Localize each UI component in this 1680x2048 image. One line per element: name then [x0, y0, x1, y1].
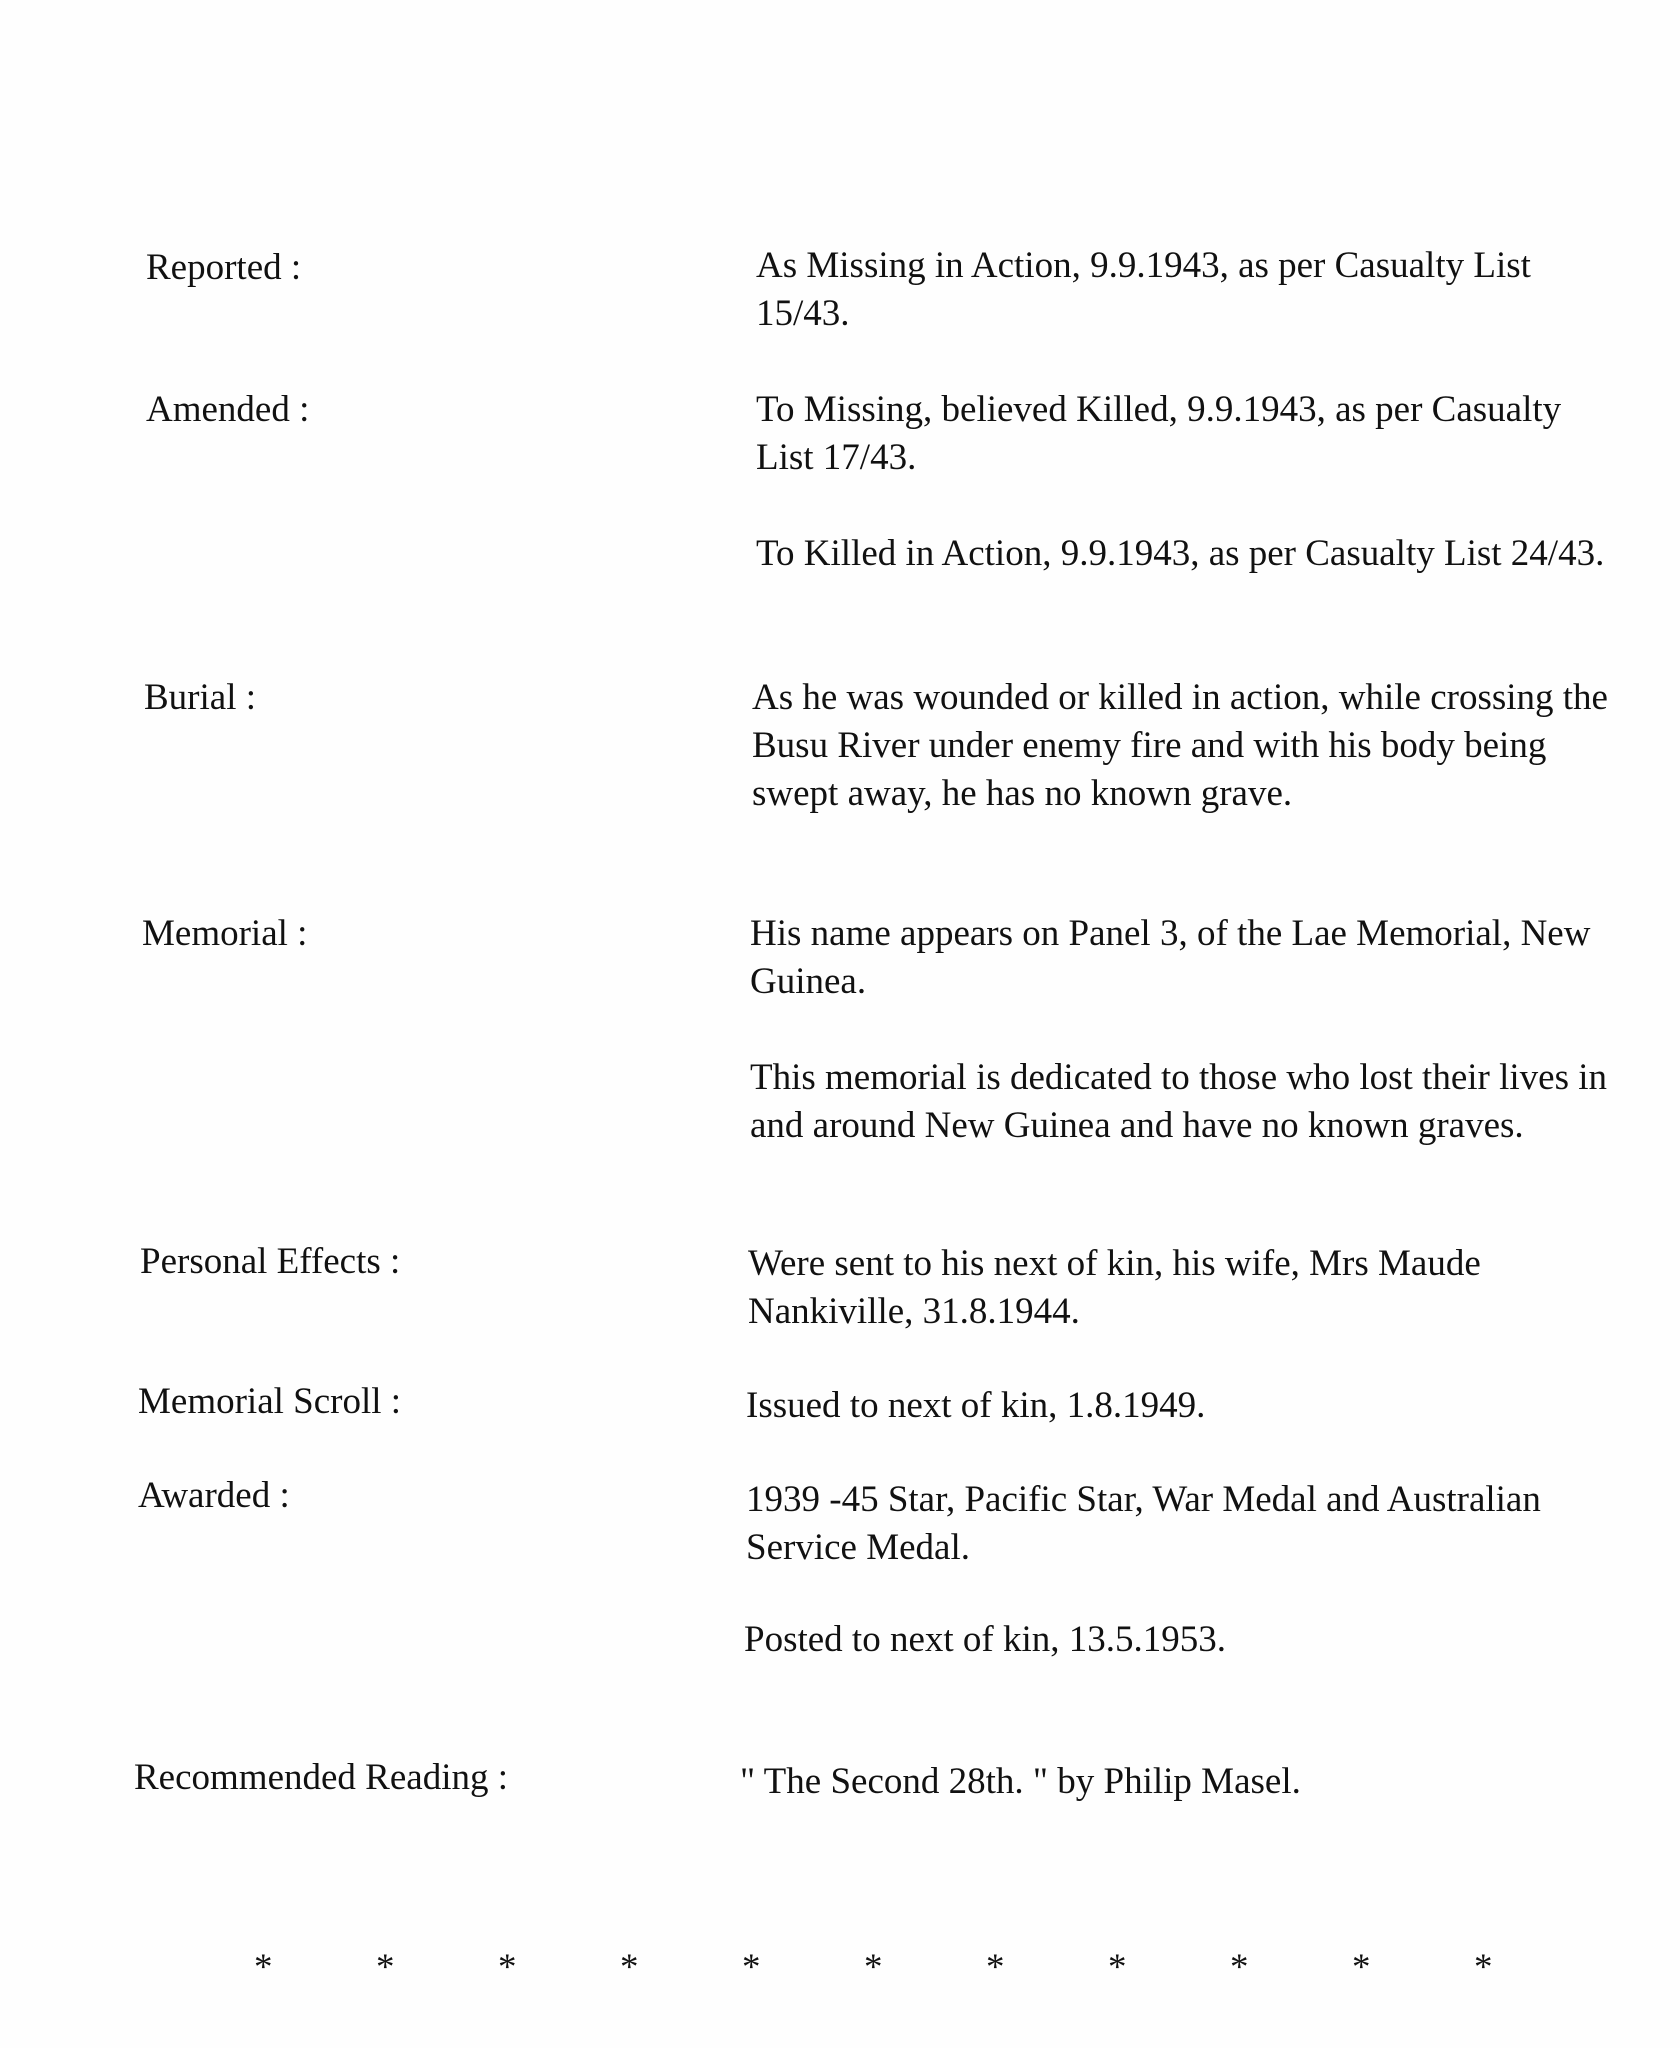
- separator-star: *: [1108, 1947, 1127, 1988]
- separator-star: *: [254, 1947, 273, 1988]
- separator-stars: [0, 1944, 1680, 1992]
- entry-text-awarded-1: 1939 -45 Star, Pacific Star, War Medal and Australian Service Medal.: [746, 1479, 1541, 1568]
- separator-star: *: [742, 1947, 761, 1988]
- entry-text-burial: As he was wounded or killed in action, while crossing the Busu River under enemy fire and with his body being swept away, he has no known grave.: [752, 677, 1608, 814]
- entry-text-memorial-1: His name appears on Panel 3, of the Lae Memorial, New Guinea.: [750, 913, 1591, 1002]
- entry-text-personal-effects: Were sent to his next of kin, his wife, Mrs Maude Nankiville, 31.8.1944.: [748, 1243, 1481, 1332]
- separator-star: *: [1230, 1947, 1249, 1988]
- separator-star: *: [986, 1947, 1005, 1988]
- separator-star: *: [376, 1947, 395, 1988]
- entry-label-recommended-reading: Recommended Reading :: [134, 1757, 509, 1798]
- entry-text-memorial-2: This memorial is dedicated to those who lost their lives in and around New Guinea and have no known graves.: [750, 1057, 1608, 1146]
- entry-label-memorial: Memorial :: [142, 913, 308, 954]
- entry-text-awarded-2: Posted to next of kin, 13.5.1953.: [744, 1619, 1227, 1660]
- entry-text-recommended-reading: " The Second 28th. " by Philip Masel.: [740, 1761, 1301, 1802]
- separator-star: *: [864, 1947, 883, 1988]
- entry-text-reported: As Missing in Action, 9.9.1943, as per Casualty List 15/43.: [756, 245, 1531, 334]
- separator-star: *: [620, 1947, 639, 1988]
- entry-text-memorial-scroll: Issued to next of kin, 1.8.1949.: [746, 1385, 1206, 1426]
- entry-label-awarded: Awarded :: [138, 1475, 290, 1516]
- separator-star: *: [1474, 1947, 1493, 1988]
- entry-label-amended: Amended :: [146, 389, 310, 430]
- separator-star: *: [1352, 1947, 1371, 1988]
- separator-star: *: [498, 1947, 517, 1988]
- entry-text-amended-2: To Killed in Action, 9.9.1943, as per Casualty List 24/43.: [756, 533, 1605, 574]
- entry-label-reported: Reported :: [146, 247, 302, 288]
- entry-label-memorial-scroll: Memorial Scroll :: [138, 1381, 402, 1422]
- entry-text-amended-1: To Missing, believed Killed, 9.9.1943, as per Casualty List 17/43.: [756, 389, 1562, 478]
- entry-label-burial: Burial :: [144, 677, 257, 718]
- entry-label-personal-effects: Personal Effects :: [140, 1241, 401, 1282]
